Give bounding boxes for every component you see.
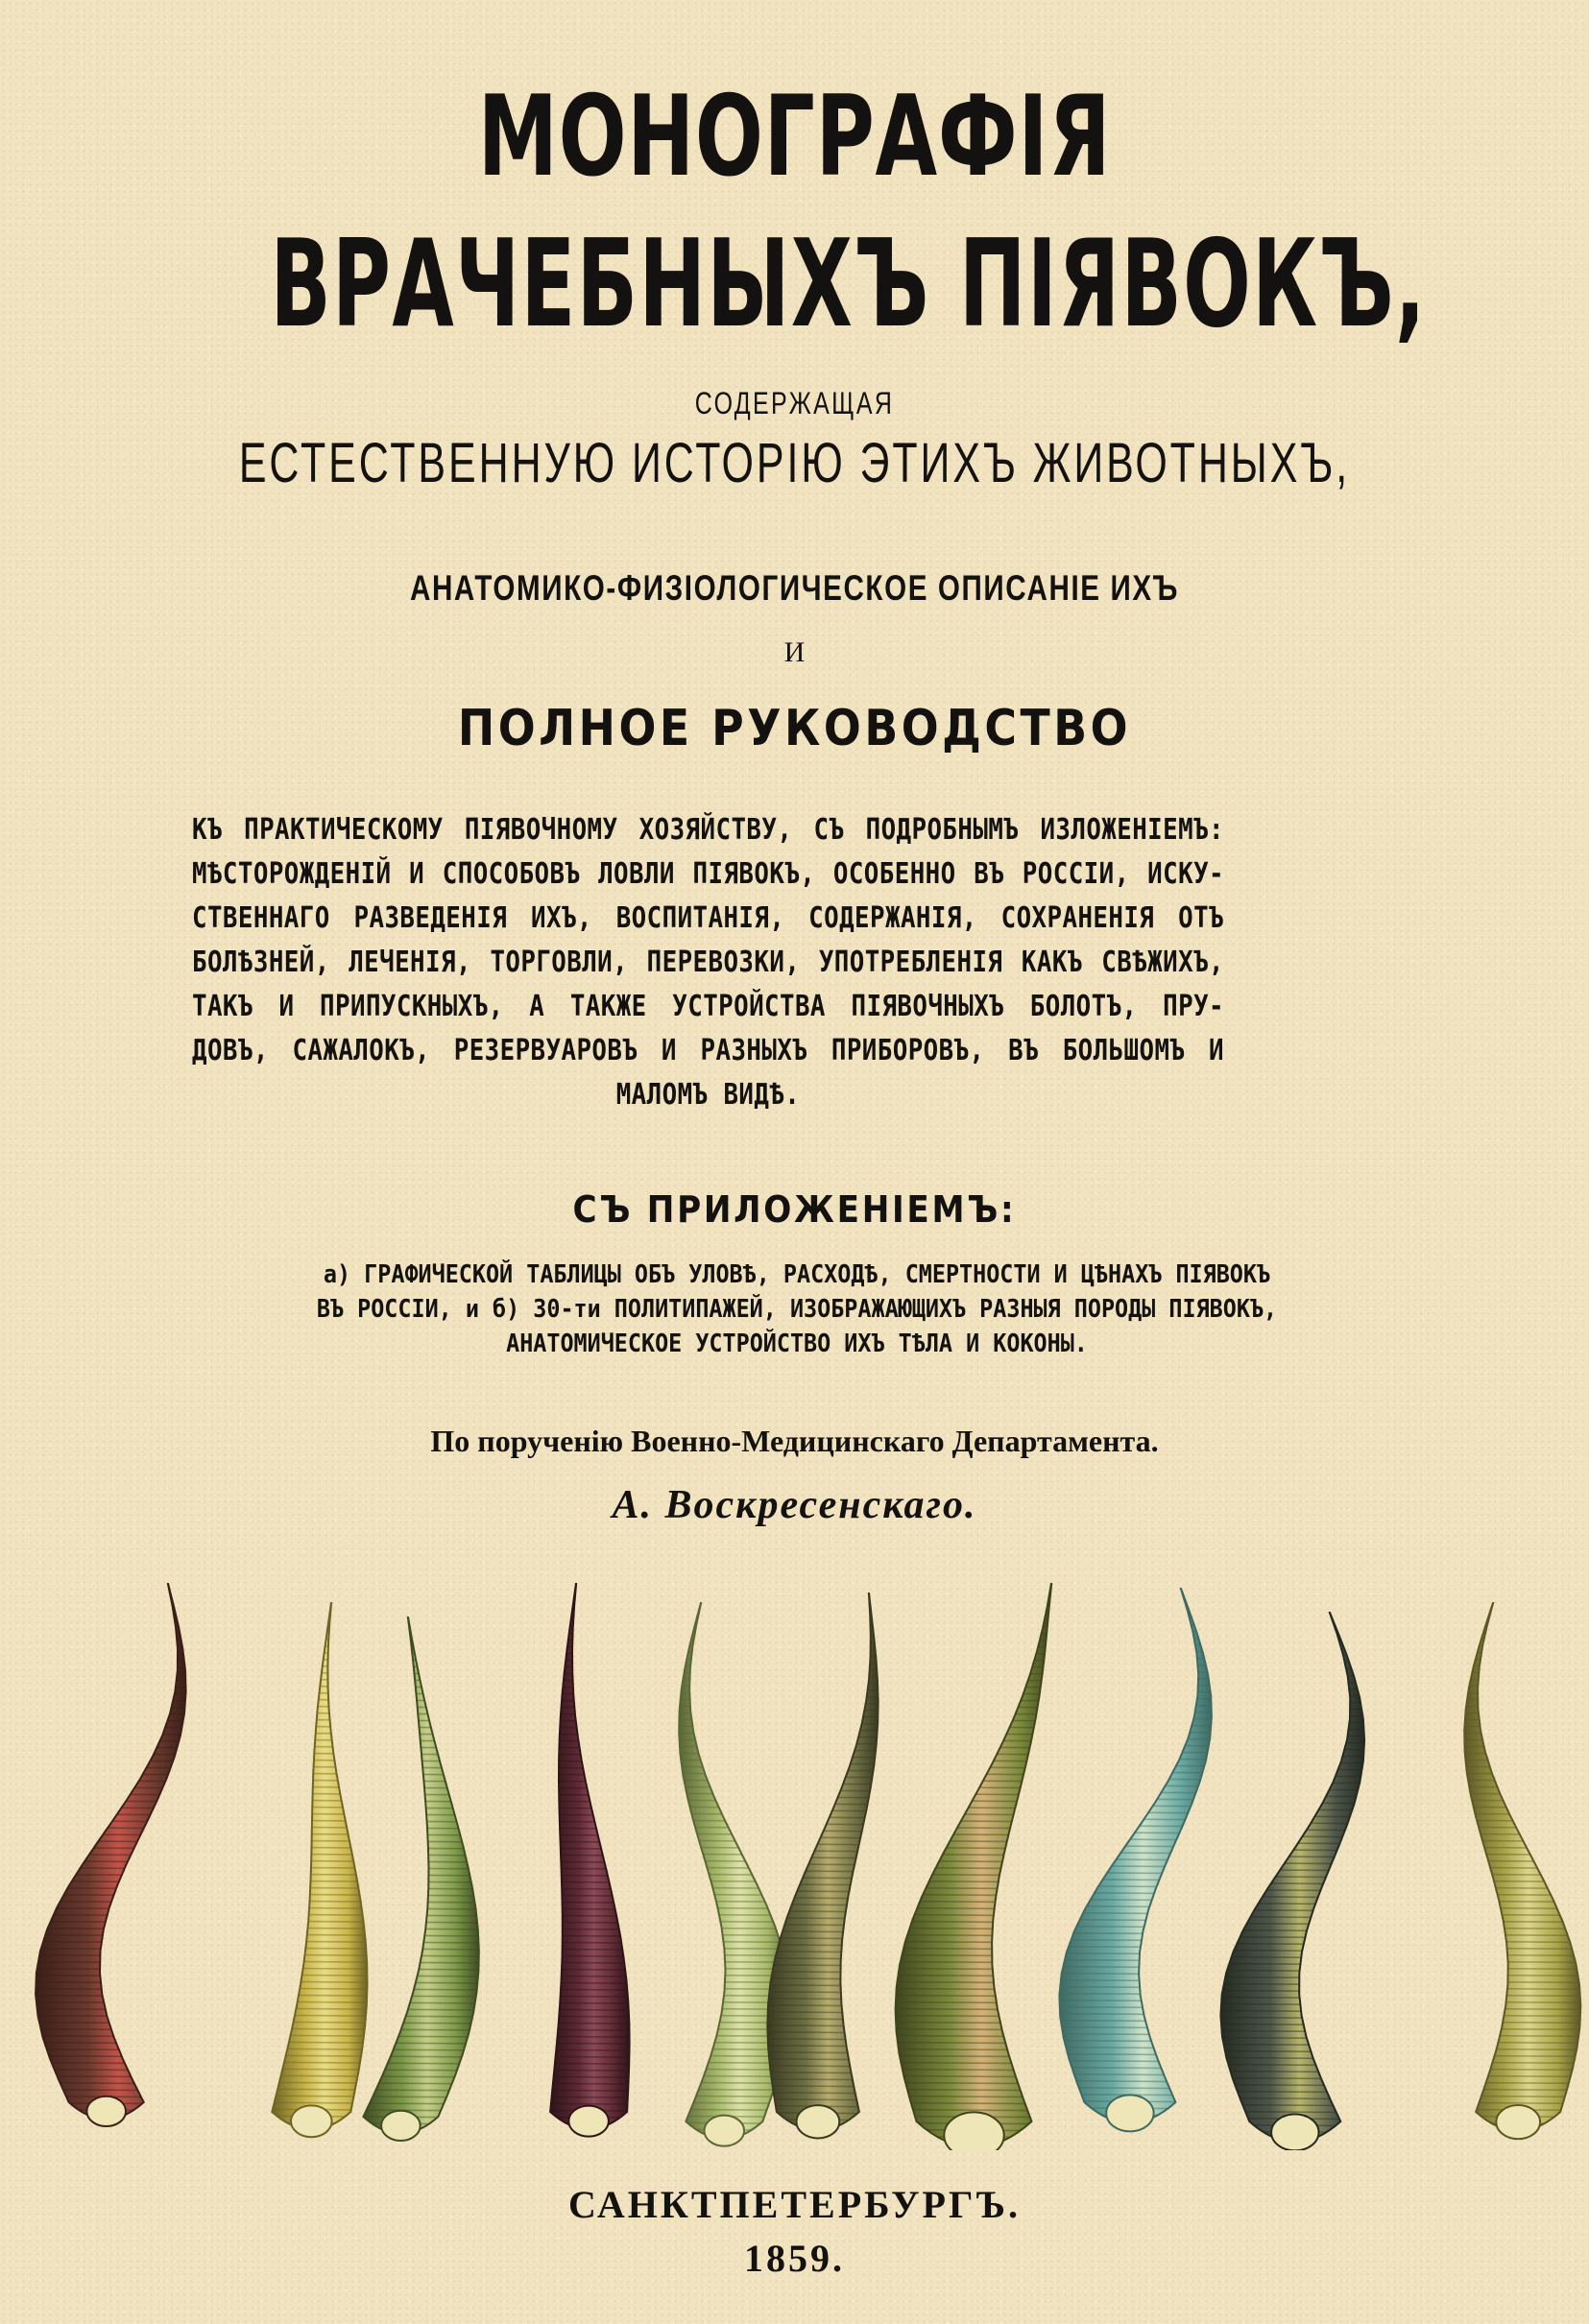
conjunction: И xyxy=(783,636,806,668)
leech-sucker xyxy=(568,2106,609,2137)
leech-illustration xyxy=(0,1565,1589,2150)
description-line: МАЛОМЪ ВИДѢ. xyxy=(615,1078,801,1112)
description-line: ТАКЪ И ПРИПУСКНЫХЪ, А ТАКЖЕ УСТРОЙСТВА ПІЯВОЧНЫХЪ БОЛОТЪ, ПРУ- xyxy=(192,990,1224,1023)
leech-body xyxy=(272,1603,367,2129)
description-line: КЪ ПРАКТИЧЕСКОМУ ПІЯВОЧНОМУ ХОЗЯЙСТВУ, СЪ ПОДРОБНЫМЪ ИЗЛОЖЕНІЕМЪ: xyxy=(192,813,1224,847)
leech-sucker xyxy=(1106,2095,1153,2131)
leech-body xyxy=(767,1593,878,2130)
description-line: БОЛѢЗНЕЙ, ЛЕЧЕНІЯ, ТОРГОВЛИ, ПЕРЕВОЗКИ, УПОТРЕБЛЕНІЯ КАКЪ СВѢЖИХЪ, xyxy=(192,946,1224,979)
subtitle-large: ЕСТЕСТВЕННУЮ ИСТОРІЮ ЭТИХЪ ЖИВОТНЫХЪ, xyxy=(238,432,1351,494)
leech-sucker xyxy=(381,2111,421,2141)
title-line-1: МОНОГРАФІЯ xyxy=(477,72,1112,202)
leech-sucker xyxy=(944,2112,1003,2150)
description-line: МѢСТОРОЖДЕНІЙ И СПОСОБОВЪ ЛОВЛИ ПІЯВОКЪ, ОСОБЕННО ВЪ РОССІИ, ИСКУ- xyxy=(192,857,1224,891)
guide-heading: ПОЛНОЕ РУКОВОДСТВО xyxy=(457,700,1132,757)
red-spotted-leech xyxy=(0,1584,336,2126)
description-line: ДОВЪ, САЖАЛОКЪ, РЕЗЕРВУАРОВЪ И РАЗНЫХЪ ПРИБОРОВЪ, ВЪ БОЛЬШОМЪ И xyxy=(192,1034,1224,1067)
appendix-line: ВЪ РОССІИ, и б) 30-ти ПОЛИТИПАЖЕЙ, ИЗОБРАЖАЮЩИХЪ РАЗНЫЯ ПОРОДЫ ПІЯВОКЪ, xyxy=(316,1295,1278,1324)
leech-body xyxy=(1464,1603,1580,2131)
appendix-heading: СЪ ПРИЛОЖЕНІЕМЪ: xyxy=(572,1188,1017,1231)
description-line: СТВЕННАГО РАЗВЕДЕНІЯ ИХЪ, ВОСПИТАНІЯ, СОДЕРЖАНІЯ, СОХРАНЕНІЯ ОТЪ xyxy=(192,901,1224,935)
leech-body xyxy=(1059,1589,1212,2122)
author-name: А. Воскресенскаго. xyxy=(612,1483,977,1527)
publication-year: 1859. xyxy=(744,2237,845,2280)
appendix-paragraph xyxy=(221,1258,1373,1361)
subtitle-small: СОДЕРЖАЩАЯ xyxy=(694,386,895,420)
leech-body xyxy=(36,1584,186,2120)
leech-sucker xyxy=(291,2105,332,2137)
leech-sucker xyxy=(86,2096,126,2126)
anatomy-line: АНАТОМИКО-ФИЗІОЛОГИЧЕСКОЕ ОПИСАНІЕ ИХЪ xyxy=(409,568,1180,608)
title-line-2: ВРАЧЕБНЫХЪ ПІЯВОКЪ, xyxy=(270,213,1427,354)
publication-place: САНКТПЕТЕРБУРГЪ. xyxy=(567,2183,1022,2226)
leech-sucker xyxy=(1496,2105,1540,2139)
leech-sucker xyxy=(705,2116,745,2146)
appendix-line: а) ГРАФИЧЕСКОЙ ТАБЛИЦЫ ОБЪ УЛОВѢ, РАСХОДѢ, СМЕРТНОСТИ И ЦѢНАХЪ ПІЯВОКЪ xyxy=(323,1260,1271,1289)
appendix-line: АНАТОМИЧЕСКОЕ УСТРОЙСТВО ИХЪ ТѢЛА И КОКОНЫ. xyxy=(506,1330,1088,1358)
commission-line: По порученію Военно-Медицинскаго Департамента. xyxy=(430,1424,1159,1458)
leech-sucker xyxy=(797,2105,840,2138)
leech-body xyxy=(550,1584,630,2129)
description-paragraph xyxy=(192,808,1392,1117)
leech-sucker xyxy=(1271,2114,1318,2150)
